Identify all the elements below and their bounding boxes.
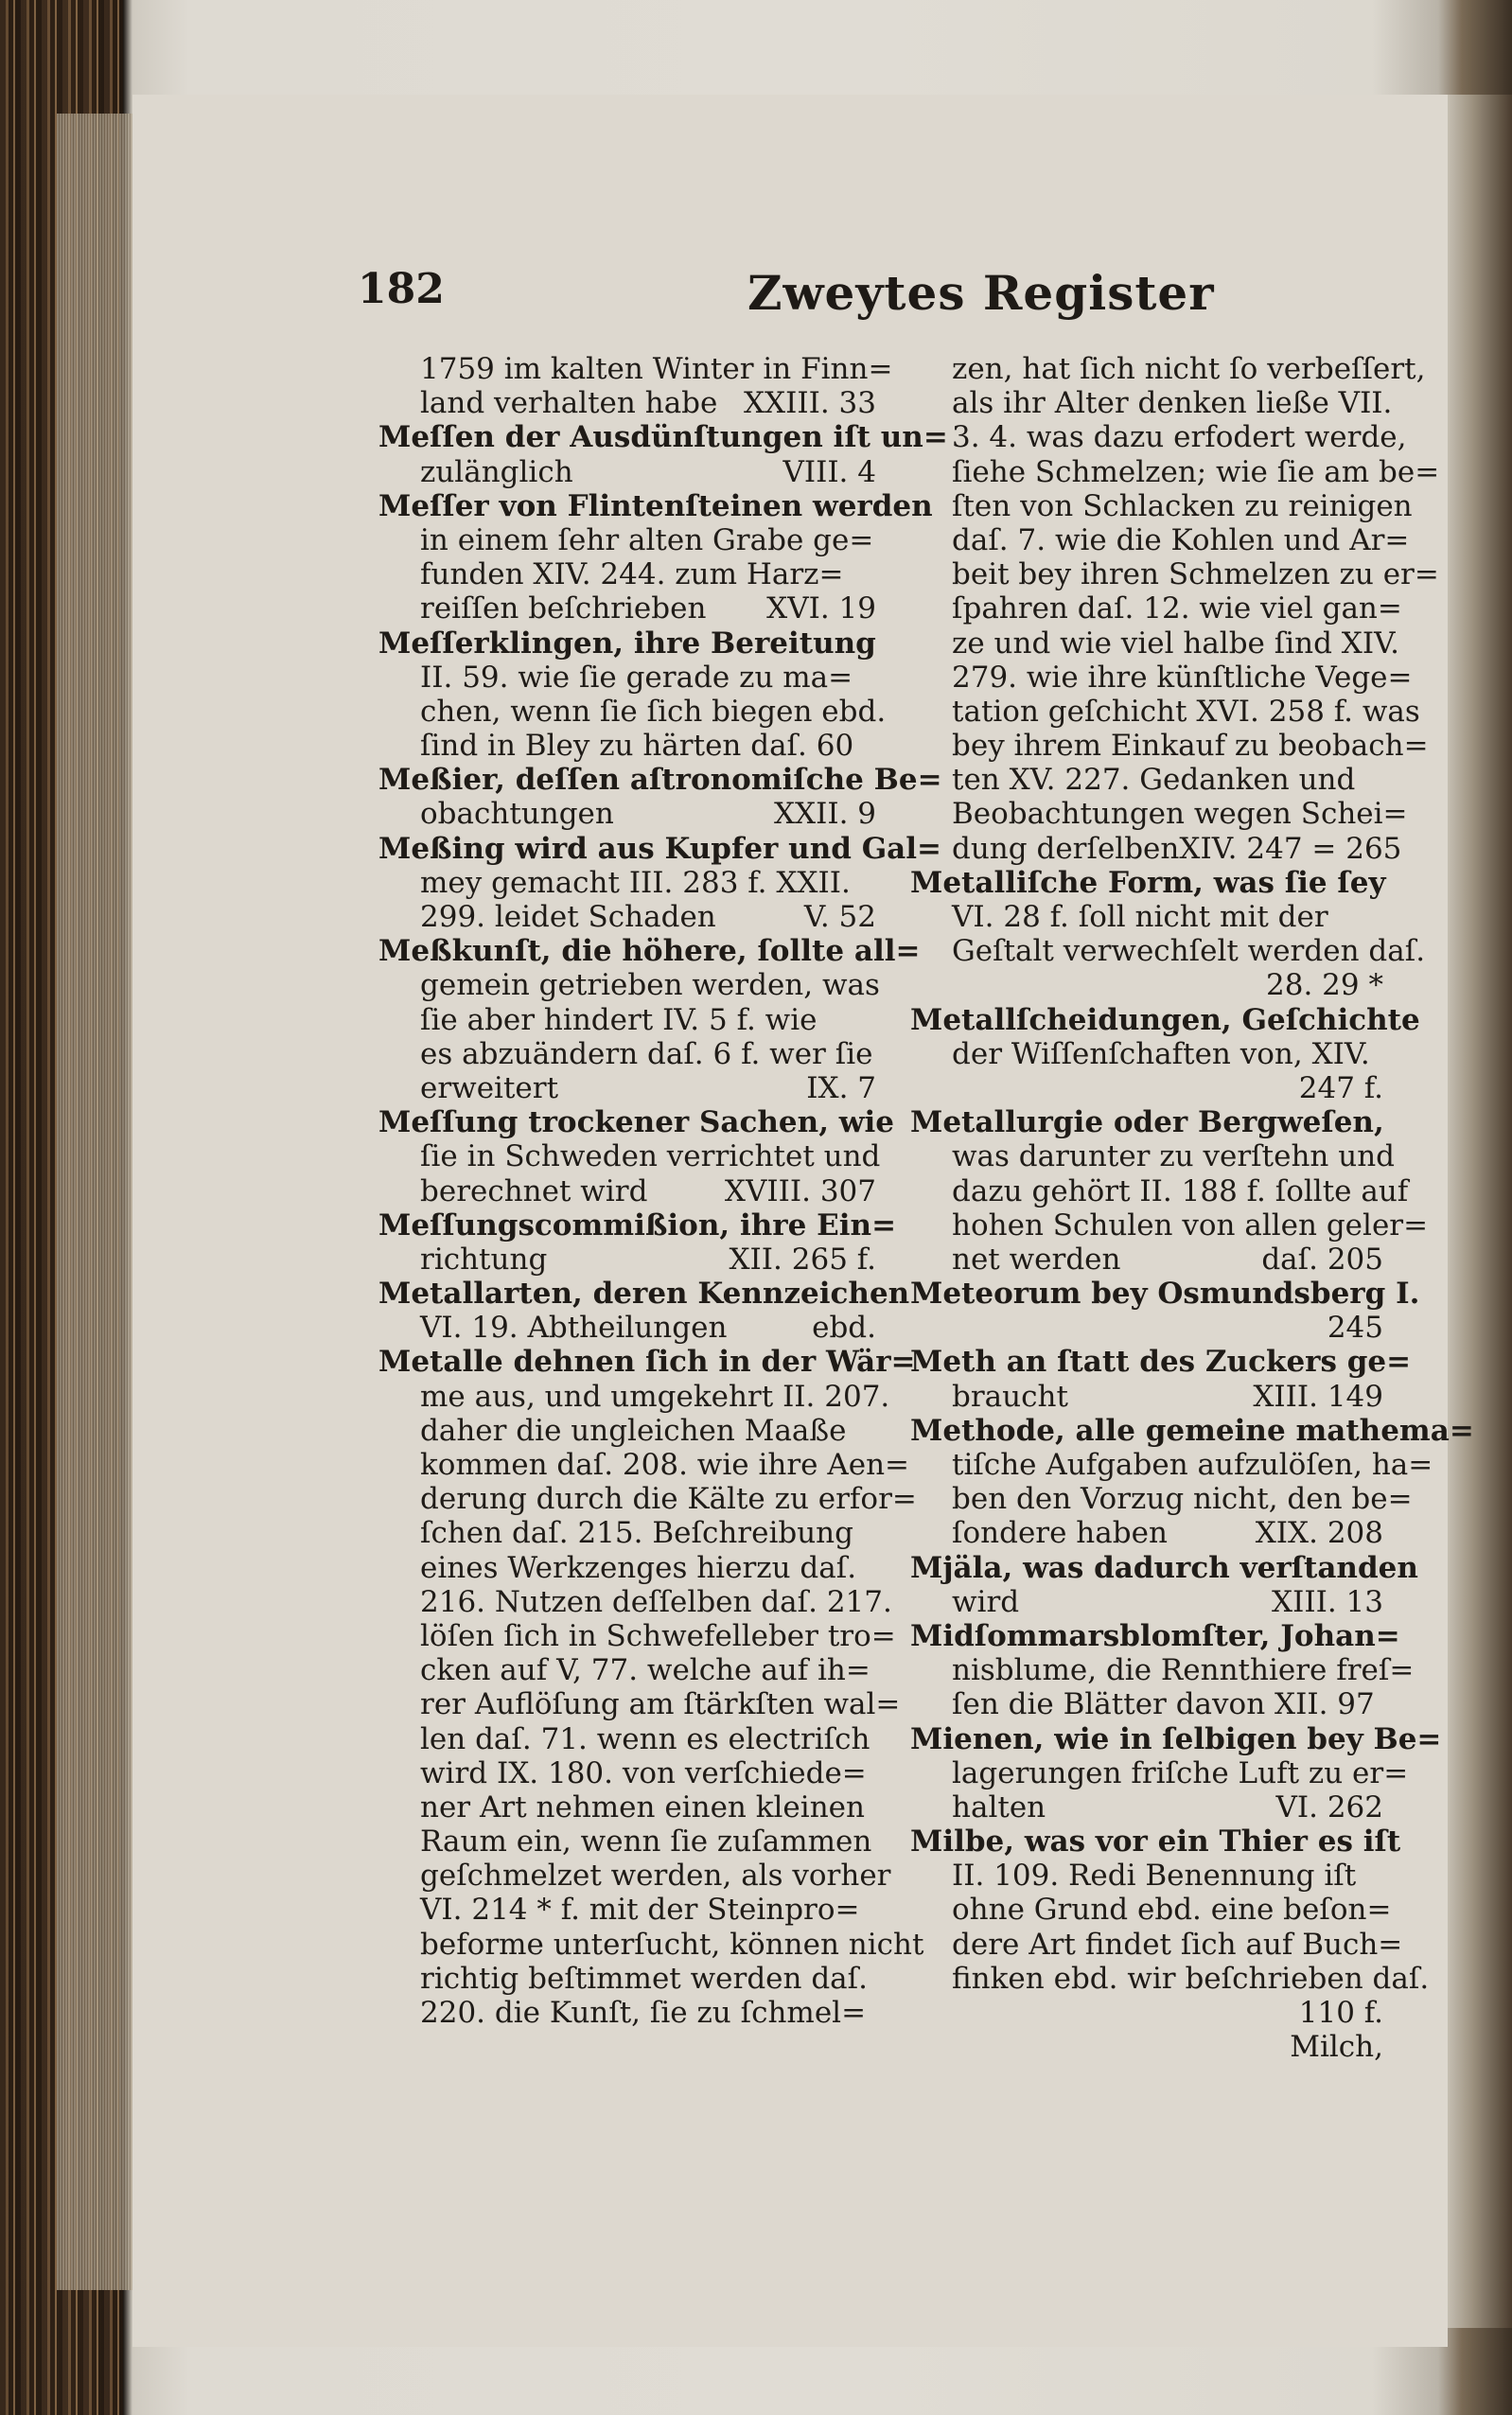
index-line xyxy=(378,523,876,557)
line-text: löſen ſich in Schwefelleber tro= xyxy=(420,1618,896,1653)
line-text: dung derſelben xyxy=(952,831,1180,866)
index-line xyxy=(910,968,1383,1002)
line-reference: XXII. 9 xyxy=(773,797,876,832)
line-text: funden XIV. 244. zum Harz= xyxy=(420,557,844,592)
index-line xyxy=(910,1687,1383,1721)
index-line xyxy=(378,1277,910,1312)
line-text: Beobachtungen wegen Schei= xyxy=(952,797,1408,832)
index-line xyxy=(378,866,876,900)
line-text: 110 f. xyxy=(1298,1996,1383,2030)
line-text: 299. leidet Schaden xyxy=(420,900,716,934)
index-line xyxy=(378,1824,876,1859)
index-line xyxy=(378,1482,917,1517)
line-text: zen, hat ſich nicht ſo verbeſſert, xyxy=(952,352,1426,386)
line-text: Mjäla, was dadurch verſtanden xyxy=(910,1550,1418,1585)
line-text: als ihr Alter denken ließe VII. xyxy=(952,386,1393,421)
index-line xyxy=(910,1105,1383,1139)
line-text: tation geſchicht XVI. 258 f. was xyxy=(952,694,1420,729)
index-line xyxy=(378,1311,876,1345)
line-text: Geſtalt verwechſelt werden daſ. xyxy=(952,934,1426,969)
index-line xyxy=(910,1243,1383,1277)
line-text: bey ihrem Einkauf zu beobach= xyxy=(952,729,1429,764)
line-text: Midſommarsblomſter, Johan= xyxy=(910,1618,1400,1653)
line-text: daher die ungleichen Maaße xyxy=(420,1413,847,1448)
index-line xyxy=(378,352,893,386)
index-line xyxy=(378,386,876,420)
line-text: halten xyxy=(952,1789,1046,1824)
line-text: Methode, alle gemeine mathema= xyxy=(910,1413,1474,1448)
line-text: ſie in Schweden verrichtet und xyxy=(420,1139,881,1174)
index-line xyxy=(910,386,1393,421)
index-line xyxy=(378,1003,876,1037)
line-text: zulänglich xyxy=(420,454,573,489)
index-line xyxy=(378,626,876,661)
index-line xyxy=(910,694,1420,729)
index-line xyxy=(910,1482,1413,1517)
line-text: 28. 29 * xyxy=(1266,968,1383,1003)
line-reference: daſ. 205 xyxy=(1261,1242,1383,1277)
line-text: 216. Nutzen deſſelben daſ. 217. xyxy=(420,1584,892,1619)
line-text: dere Art findet ſich auf Buch= xyxy=(952,1927,1403,1962)
line-text: len daſ. 71. wenn es electriſch xyxy=(420,1721,870,1756)
index-line xyxy=(910,831,1402,866)
line-text: Meſſerklingen, ihre Bereitung xyxy=(378,626,876,661)
line-text: ſiehe Schmelzen; wie ſie am be= xyxy=(952,454,1440,489)
index-line xyxy=(378,729,876,763)
line-text: Mienen, wie in ſelbigen bey Be= xyxy=(910,1721,1442,1756)
index-line xyxy=(910,1859,1383,1893)
line-text: land verhalten habe xyxy=(420,386,718,421)
index-line xyxy=(910,1277,1420,1312)
line-text: beit bey ihren Schmelzen zu er= xyxy=(952,557,1439,592)
line-reference: XIII. 149 xyxy=(1253,1379,1383,1414)
index-line xyxy=(378,1859,891,1894)
line-text: der Wiſſenſchaften von, XIV. xyxy=(952,1036,1370,1071)
index-line xyxy=(910,1071,1383,1105)
line-text: Milch, xyxy=(1290,2030,1383,2065)
line-text: nisblume, die Rennthiere freſ= xyxy=(952,1653,1415,1688)
line-text: ohne Grund ebd. eine beſon= xyxy=(952,1893,1392,1928)
index-line xyxy=(378,968,880,1003)
line-text: hohen Schulen von allen geler= xyxy=(952,1208,1429,1243)
index-line xyxy=(910,626,1399,661)
right-page-edge xyxy=(1446,95,1512,2328)
line-text: 1759 im kalten Winter in Finn= xyxy=(420,352,893,386)
line-text: VI. 28 f. ſoll nicht mit der xyxy=(952,900,1328,934)
index-line xyxy=(910,1996,1383,2030)
line-reference: XIX. 208 xyxy=(1255,1516,1383,1551)
index-line xyxy=(910,1653,1415,1688)
line-text: ſpahren daſ. 12. wie viel gan= xyxy=(952,591,1402,626)
index-line xyxy=(910,1139,1395,1174)
line-reference: XIV. 247 = 265 xyxy=(1179,831,1402,866)
index-line xyxy=(910,1002,1420,1037)
line-text: Raum ein, wenn ſie zuſammen xyxy=(420,1824,872,1860)
line-text: ze und wie viel halbe ſind XIV. xyxy=(952,626,1399,661)
line-reference: XII. 265 f. xyxy=(729,1242,876,1277)
line-text: was darunter zu verſtehn und xyxy=(952,1139,1395,1174)
index-line xyxy=(378,1687,901,1722)
line-text: reiſſen beſchrieben xyxy=(420,591,707,626)
line-text: me aus, und umgekehrt II. 207. xyxy=(420,1379,890,1414)
index-line xyxy=(910,763,1383,797)
index-line xyxy=(378,763,942,798)
index-line xyxy=(910,1448,1433,1482)
line-text: cken auf V, 77. welche auf ih= xyxy=(420,1653,870,1688)
index-line xyxy=(378,1653,876,1687)
index-line xyxy=(378,1756,876,1790)
index-line xyxy=(378,1516,876,1550)
index-line xyxy=(378,694,887,729)
index-line xyxy=(910,1585,1383,1619)
index-line xyxy=(910,1618,1400,1653)
line-text: II. 109. Redi Benennung iſt xyxy=(952,1859,1357,1894)
index-line xyxy=(378,1414,876,1448)
index-line xyxy=(910,1721,1442,1756)
index-line xyxy=(378,1551,876,1585)
index-line xyxy=(910,1755,1409,1790)
index-line xyxy=(378,1345,916,1380)
index-line xyxy=(910,1927,1403,1962)
index-line xyxy=(910,1208,1429,1243)
line-reference: IX. 7 xyxy=(806,1070,876,1105)
index-line xyxy=(378,1379,890,1414)
index-line xyxy=(910,900,1383,934)
index-line xyxy=(378,557,876,591)
index-line xyxy=(910,420,1407,455)
index-line xyxy=(378,900,876,934)
index-line xyxy=(910,660,1413,695)
index-line xyxy=(910,2030,1383,2064)
index-line xyxy=(910,522,1410,557)
line-text: ſie aber hindert IV. 5 f. wie xyxy=(420,1002,818,1037)
index-line xyxy=(378,1584,892,1619)
line-reference: XXIII. 33 xyxy=(743,386,876,421)
line-text: erweitert xyxy=(420,1070,559,1105)
line-text: rer Auflöſung am ſtärkſten wal= xyxy=(420,1687,901,1722)
line-text: kommen daſ. 208. wie ihre Aen= xyxy=(420,1448,910,1482)
index-line xyxy=(378,934,921,969)
line-text: 247 f. xyxy=(1298,1070,1383,1105)
line-text: braucht xyxy=(952,1379,1068,1414)
line-text: Metallarten, deren Kennzeichen xyxy=(378,1277,910,1312)
index-line xyxy=(910,591,1402,626)
line-text: Metallurgie oder Bergweſen, xyxy=(910,1105,1384,1140)
index-line xyxy=(378,1105,894,1140)
line-reference: V. 52 xyxy=(803,900,876,934)
line-text: ſten von Schlacken zu reinigen xyxy=(952,488,1413,523)
line-text: II. 59. wie ſie gerade zu ma= xyxy=(420,660,853,695)
line-text: daſ. 7. wie die Kohlen und Ar= xyxy=(952,522,1410,557)
index-line xyxy=(378,1071,876,1105)
index-line xyxy=(378,661,876,695)
line-reference: XVIII. 307 xyxy=(724,1173,876,1208)
line-text: tiſche Aufgaben aufzulöſen, ha= xyxy=(952,1448,1433,1482)
index-line xyxy=(910,352,1426,386)
line-text: richtung xyxy=(420,1242,548,1277)
line-text: ſondere haben xyxy=(952,1516,1168,1551)
line-text: Metalle dehnen ſich in der Wär= xyxy=(378,1345,916,1380)
index-line xyxy=(910,729,1429,764)
index-line xyxy=(378,1208,897,1243)
line-text: 220. die Kunſt, ſie zu ſchmel= xyxy=(420,1996,867,2030)
line-reference: XIII. 13 xyxy=(1272,1584,1383,1619)
index-line xyxy=(910,1516,1383,1550)
line-text: wird IX. 180. von verſchiede= xyxy=(420,1755,867,1790)
index-line xyxy=(910,1550,1418,1585)
index-line xyxy=(910,557,1439,592)
line-text: Meßkunſt, die höhere, ſollte all= xyxy=(378,934,921,969)
line-reference: VI. 262 xyxy=(1275,1789,1383,1824)
line-text: berechnet wird xyxy=(420,1173,648,1208)
index-line xyxy=(910,1311,1383,1345)
index-line xyxy=(910,1824,1401,1860)
line-text: finken ebd. wir beſchrieben daſ. xyxy=(952,1961,1430,1996)
index-line xyxy=(910,934,1426,969)
line-reference: ebd. xyxy=(812,1311,876,1346)
running-head: Zweytes Register xyxy=(747,265,1215,321)
line-text: Metalliſche Form, was ſie ſey xyxy=(910,865,1386,900)
index-line xyxy=(910,1961,1430,1996)
line-text: beforme unterſucht, können nicht xyxy=(420,1927,924,1962)
index-line xyxy=(910,1893,1392,1928)
line-reference: VIII. 4 xyxy=(782,454,876,489)
index-line xyxy=(910,1037,1383,1071)
line-text: eines Werkzenges hierzu daſ. xyxy=(420,1550,857,1585)
line-text: es abzuändern daſ. 6 f. wer ſie xyxy=(420,1036,873,1071)
index-line xyxy=(910,1413,1474,1448)
index-line xyxy=(910,1345,1412,1380)
page-header xyxy=(0,265,1512,322)
line-text: 245 xyxy=(1327,1311,1383,1346)
line-text: VI. 19. Abtheilungen xyxy=(420,1311,728,1346)
line-text: Milbe, was vor ein Thier es iſt xyxy=(910,1824,1401,1860)
line-text: Meßing wird aus Kupfer und Gal= xyxy=(378,831,942,866)
line-text: Meßier, deſſen aſtronomiſche Be= xyxy=(378,763,942,798)
line-text: obachtungen xyxy=(420,797,614,832)
index-line xyxy=(378,1790,876,1824)
line-text: lagerungen friſche Luft zu er= xyxy=(952,1755,1409,1790)
line-text: Meth an ſtatt des Zuckers ge= xyxy=(910,1345,1412,1380)
index-line xyxy=(378,1927,924,1962)
line-text: dazu gehört II. 188 f. ſollte auf xyxy=(952,1173,1409,1208)
line-text: VI. 214 * f. mit der Steinpro= xyxy=(420,1893,860,1928)
index-line xyxy=(910,488,1413,523)
line-text: wird xyxy=(952,1584,1020,1619)
index-line xyxy=(910,797,1408,832)
index-line xyxy=(910,1173,1409,1208)
line-text: ſchen daſ. 215. Beſchreibung xyxy=(420,1516,853,1551)
index-line xyxy=(378,1962,876,1996)
page-edges xyxy=(57,114,132,2290)
index-line xyxy=(378,1996,876,2030)
line-text: 3. 4. was dazu erfodert werde, xyxy=(952,420,1407,455)
page-number: 182 xyxy=(358,265,445,313)
index-line xyxy=(910,454,1440,489)
line-reference: XVI. 19 xyxy=(766,591,876,626)
index-line xyxy=(910,1380,1383,1414)
left-column xyxy=(378,352,948,2030)
line-text: gemein getrieben werden, was xyxy=(420,968,880,1003)
line-text: ſen die Blätter davon XII. 97 xyxy=(952,1687,1375,1722)
line-text: Meteorum bey Osmundsberg I. xyxy=(910,1277,1420,1312)
index-line xyxy=(378,1037,876,1071)
index-line xyxy=(378,1139,881,1174)
line-text: net werden xyxy=(952,1242,1121,1277)
index-line xyxy=(378,591,876,626)
index-line xyxy=(378,1448,910,1482)
index-line xyxy=(378,1618,896,1653)
right-column xyxy=(910,352,1474,2065)
line-text: geſchmelzet werden, als vorher xyxy=(420,1859,891,1894)
index-line xyxy=(378,1893,876,1927)
index-line xyxy=(378,1174,876,1208)
line-text: Meſſungscommißion, ihre Ein= xyxy=(378,1208,897,1243)
line-text: mey gemacht III. 283 f. XXII. xyxy=(420,865,851,900)
line-text: derung durch die Kälte zu erfor= xyxy=(420,1482,917,1517)
line-text: ner Art nehmen einen kleinen xyxy=(420,1789,865,1824)
line-text: Metallſcheidungen, Geſchichte xyxy=(910,1002,1420,1037)
line-text: Meſſung trockener Sachen, wie xyxy=(378,1105,894,1140)
index-line xyxy=(378,488,933,523)
line-text: richtig beſtimmet werden daſ. xyxy=(420,1961,868,1996)
line-text: Meſſen der Ausdünſtungen iſt un= xyxy=(378,420,948,455)
line-text: in einem ſehr alten Grabe ge= xyxy=(420,522,874,557)
index-line xyxy=(378,797,876,831)
line-text: 279. wie ihre künſtliche Vege= xyxy=(952,660,1413,695)
line-text: ten XV. 227. Gedanken und xyxy=(952,763,1356,798)
line-text: ben den Vorzug nicht, den be= xyxy=(952,1482,1413,1517)
index-line xyxy=(378,1243,876,1277)
index-line xyxy=(378,455,876,489)
index-line xyxy=(910,1790,1383,1824)
index-line xyxy=(378,1722,876,1756)
index-line xyxy=(910,865,1386,900)
index-line xyxy=(378,420,948,455)
line-text: ſind in Bley zu härten daſ. 60 xyxy=(420,729,854,764)
index-line xyxy=(378,831,942,866)
line-text: chen, wenn ſie ſich biegen ebd. xyxy=(420,694,887,729)
line-text: Meſſer von Flintenſteinen werden xyxy=(378,488,933,523)
